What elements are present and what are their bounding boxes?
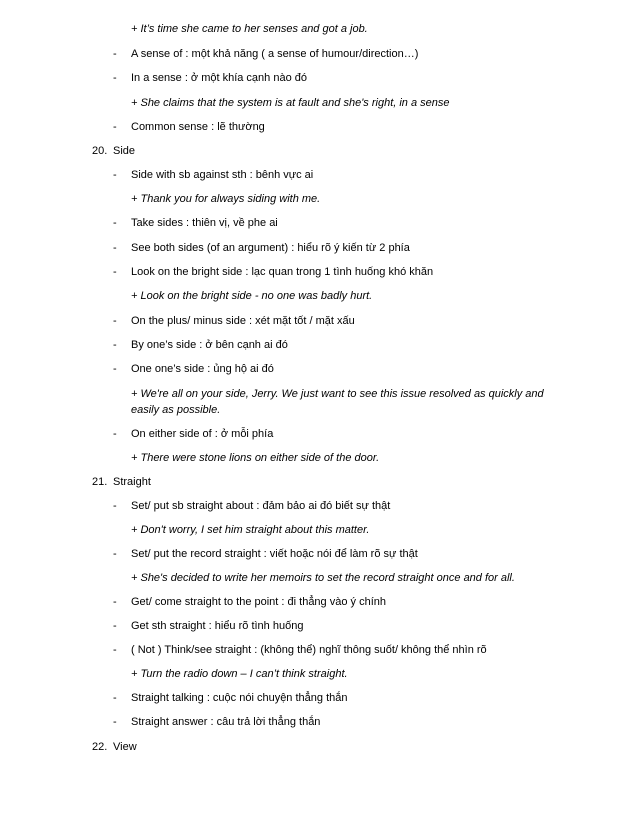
- bullet-dash: -: [113, 644, 117, 656]
- section-title: View: [113, 741, 137, 753]
- example-sentence: + Thank you for always siding with me.: [131, 193, 321, 205]
- bullet-dash: -: [113, 339, 117, 351]
- list-item-text: See both sides (of an argument) : hiểu rõ ý kiến từ 2 phía: [131, 242, 410, 254]
- list-item-text: Straight talking : cuộc nói chuyện thẳng thắn: [131, 692, 348, 704]
- bullet-dash: -: [113, 596, 117, 608]
- bullet-dash: -: [113, 48, 117, 60]
- example-sentence: + Look on the bright side - no one was badly hurt.: [131, 290, 373, 302]
- example-sentence: + She's decided to write her memoirs to set the record straight once and for all.: [131, 572, 515, 584]
- list-item-text: Side with sb against sth : bênh vực ai: [131, 169, 314, 181]
- section-number: 20.: [92, 145, 108, 157]
- bullet-dash: -: [113, 500, 117, 512]
- example-sentence: + Don't worry, I set him straight about this matter.: [131, 524, 370, 536]
- bullet-dash: -: [113, 217, 117, 229]
- bullet-dash: -: [113, 692, 117, 704]
- bullet-dash: -: [113, 620, 117, 632]
- list-item-text: A sense of : một khả năng ( a sense of humour/direction…): [131, 48, 419, 60]
- list-item-text: One one’s side : ủng hộ ai đó: [131, 363, 274, 375]
- list-item-text: On the plus/ minus side : xét mặt tốt / mặt xấu: [131, 315, 355, 327]
- list-item-text: Straight answer : câu trả lời thẳng thắn: [131, 716, 321, 728]
- bullet-dash: -: [113, 548, 117, 560]
- example-sentence: + She claims that the system is at fault and she's right, in a sense: [131, 97, 450, 109]
- list-item-text: Common sense : lẽ thường: [131, 121, 265, 133]
- bullet-dash: -: [113, 266, 117, 278]
- bullet-dash: -: [113, 121, 117, 133]
- bullet-dash: -: [113, 242, 117, 254]
- section-title: Straight: [113, 476, 151, 488]
- list-item-text: Look on the bright side : lạc quan trong 1 tình huống khó khăn: [131, 266, 434, 278]
- section-number: 22.: [92, 741, 108, 753]
- section-number: 21.: [92, 476, 108, 488]
- list-item-text: In a sense : ở một khía cạnh nào đó: [131, 72, 307, 84]
- example-sentence: + It’s time she came to her senses and got a job.: [131, 23, 368, 35]
- list-item-text: Take sides : thiên vị, về phe ai: [131, 217, 278, 229]
- list-item-text: Set/ put the record straight : viết hoặc nói để làm rõ sự thật: [131, 548, 418, 560]
- bullet-dash: -: [113, 72, 117, 84]
- bullet-dash: -: [113, 363, 117, 375]
- example-sentence: + There were stone lions on either side of the door.: [131, 452, 380, 464]
- list-item-text: Get sth straight : hiểu rõ tình huống: [131, 620, 304, 632]
- list-item-text: Get/ come straight to the point : đi thẳng vào ý chính: [131, 596, 386, 608]
- bullet-dash: -: [113, 315, 117, 327]
- list-item-text: Set/ put sb straight about : đảm bảo ai đó biết sự thật: [131, 500, 391, 512]
- bullet-dash: -: [113, 428, 117, 440]
- example-sentence: + We're all on your side, Jerry. We just want to see this issue resolved as quickly and easily as possible.: [131, 388, 544, 416]
- bullet-dash: -: [113, 169, 117, 181]
- section-title: Side: [113, 145, 136, 157]
- bullet-dash: -: [113, 716, 117, 728]
- list-item-text: By one’s side : ở bên cạnh ai đó: [131, 339, 288, 351]
- example-sentence: + Turn the radio down – I can’t think straight.: [131, 668, 348, 680]
- list-item-text: ( Not ) Think/see straight : (không thể) nghĩ thông suốt/ không thể nhìn rõ: [131, 644, 487, 656]
- list-item-text: On either side of : ở mỗi phía: [131, 428, 274, 440]
